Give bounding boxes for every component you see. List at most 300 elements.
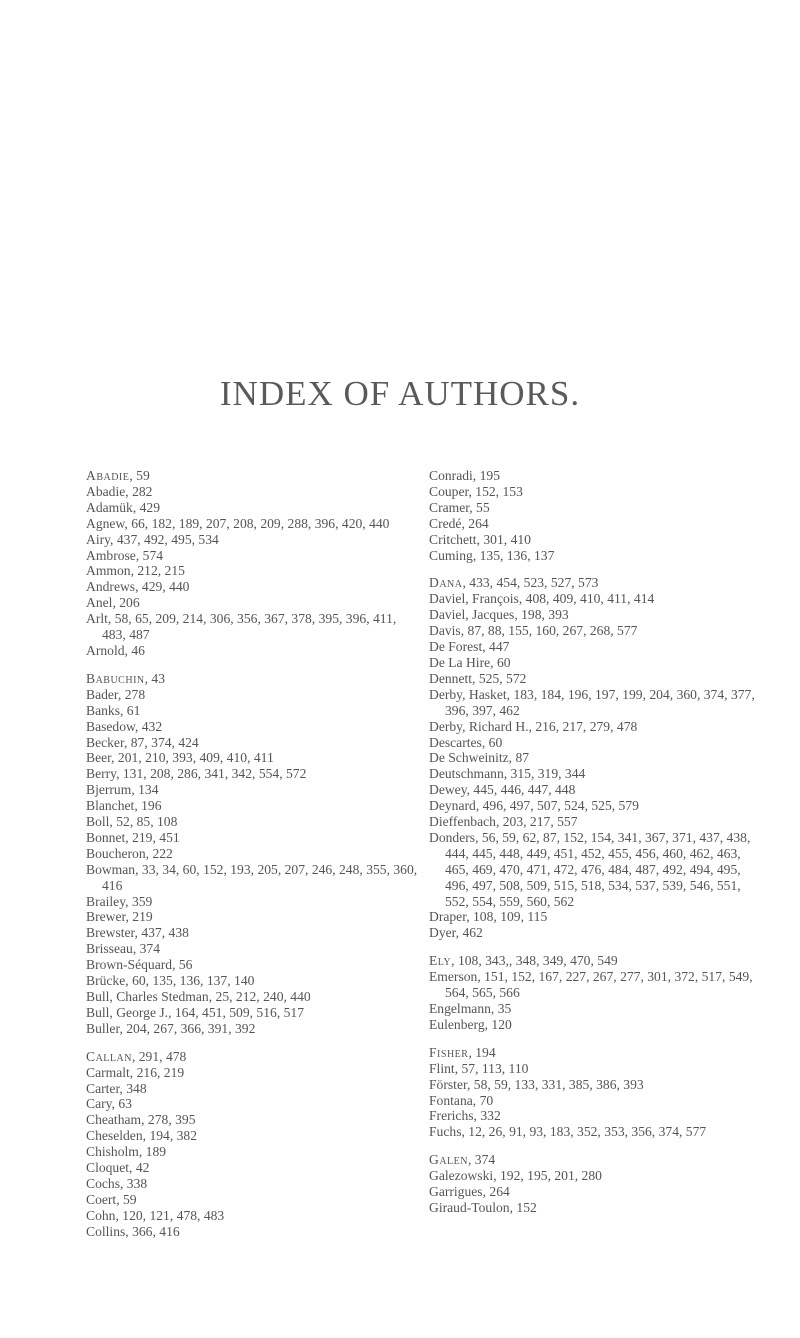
author-name: Becker: [86, 734, 124, 750]
author-name: Donders: [429, 829, 476, 845]
author-name: Galezowski: [429, 1168, 494, 1184]
index-group-d: [429, 575, 764, 941]
author-name: Cohn: [86, 1207, 116, 1223]
separator: ,: [495, 814, 503, 830]
page-numbers: 61: [126, 702, 141, 718]
page-numbers: 152: [516, 1199, 537, 1215]
separator: ,: [111, 1096, 119, 1112]
index-entry: [429, 1001, 764, 1017]
page-numbers: 574: [142, 547, 164, 563]
separator: ,: [468, 483, 476, 499]
author-name: Daviel, Jacques: [429, 607, 515, 623]
page-numbers: 374: [139, 941, 161, 957]
index-entry: [86, 687, 421, 703]
separator: ,: [130, 563, 138, 579]
author-name: Cary: [86, 1096, 112, 1112]
page-numbers: 301, 410: [483, 531, 531, 547]
index-entry: [86, 957, 421, 973]
author-name: Emerson: [429, 969, 478, 985]
page-numbers: 447: [489, 639, 510, 655]
separator: ,: [461, 1124, 469, 1140]
page-numbers: 278: [124, 686, 146, 702]
author-name: Cheatham: [86, 1112, 142, 1128]
author-name: Brailey: [86, 893, 126, 909]
author-name: Cuming: [429, 547, 473, 563]
separator: ,: [135, 579, 142, 595]
author-name: Derby, Richard H.: [429, 718, 529, 734]
index-entry: [429, 548, 764, 564]
index-entry: [86, 1224, 421, 1240]
index-entry: [86, 846, 421, 862]
page-numbers: 66, 182, 189, 207, 208, 209, 288, 396, 420, 440: [131, 515, 390, 531]
index-entry: [86, 1192, 421, 1208]
index-entry: [86, 925, 421, 941]
page-numbers: 46: [131, 642, 145, 658]
page-numbers: 408, 409, 410, 411, 414: [525, 591, 655, 607]
index-entry: [86, 643, 421, 659]
index-entry: [86, 500, 421, 516]
page-numbers: 203, 217, 557: [502, 814, 578, 830]
page-numbers: 496, 497, 507, 524, 525, 579: [482, 798, 639, 814]
author-name: Callan: [86, 1048, 132, 1064]
separator: ,: [135, 547, 143, 563]
author-name: Derby, Hasket: [429, 686, 507, 702]
separator: ,: [482, 1184, 490, 1200]
page-numbers: 12, 26, 91, 93, 183, 352, 353, 356, 374, 577: [468, 1124, 707, 1140]
separator: ,: [142, 1128, 150, 1144]
author-name: Dyer: [429, 925, 456, 941]
index-entry: [429, 814, 764, 830]
separator: ,: [472, 468, 480, 483]
separator: ,: [116, 1191, 123, 1207]
page-numbers: 348: [126, 1080, 147, 1096]
page-numbers: 58, 65, 209, 214, 306, 356, 367, 378, 395, 396, 411, 483, 487: [102, 611, 397, 643]
page-numbers: 134: [138, 782, 159, 798]
index-entry: [429, 639, 764, 655]
page-numbers: 87, 374, 424: [130, 734, 199, 750]
separator: ,: [490, 1001, 498, 1016]
index-group-e: [429, 953, 764, 1033]
author-name: Boucheron: [86, 845, 146, 861]
author-name: De La Hire: [429, 654, 491, 670]
index-entry: [429, 1152, 764, 1168]
author-name: Ambrose: [86, 547, 136, 563]
page-numbers: 359: [131, 893, 153, 909]
page-numbers: 429, 440: [141, 579, 190, 595]
index-entry: [86, 1021, 421, 1037]
index-entry: [86, 989, 421, 1005]
page-numbers: 35: [497, 1001, 512, 1016]
page-numbers: 135, 136, 137: [479, 547, 555, 563]
page-numbers: 60: [496, 654, 511, 670]
separator: ,: [528, 718, 536, 734]
author-name: Cramer: [429, 499, 470, 515]
separator: ,: [454, 1060, 462, 1076]
page-numbers: 338: [126, 1175, 148, 1191]
separator: ,: [123, 734, 131, 750]
page-numbers: 43: [151, 670, 166, 686]
separator: ,: [490, 654, 497, 670]
separator: ,: [134, 718, 142, 734]
index-entry: [86, 595, 421, 611]
separator: ,: [472, 1092, 480, 1108]
author-name: Engelmann: [429, 1001, 491, 1016]
separator: ,: [455, 925, 463, 941]
separator: ,: [466, 909, 473, 925]
separator: ,: [469, 499, 477, 515]
author-name: Beer: [86, 750, 112, 766]
page-numbers: 52, 85, 108: [116, 814, 178, 830]
author-name: Ely: [429, 953, 452, 969]
separator: ,: [466, 782, 474, 798]
page-numbers: 59: [136, 468, 150, 483]
author-name: Flint: [429, 1060, 455, 1076]
separator: ,: [129, 468, 137, 483]
index-entry: [429, 766, 764, 782]
author-name: Buller: [86, 1020, 120, 1036]
page-numbers: 33, 34, 60, 152, 193, 205, 207, 246, 248, 355, 360, 416: [102, 861, 418, 893]
page-numbers: 437, 438: [141, 925, 189, 941]
author-name: Fontana: [429, 1092, 473, 1108]
separator: ,: [119, 1020, 127, 1036]
index-entry: [429, 1124, 764, 1140]
page-numbers: 58, 59, 133, 331, 385, 386, 393: [473, 1076, 644, 1092]
separator: ,: [168, 1004, 175, 1020]
page-numbers: 264: [468, 515, 489, 531]
author-name: Bull, Charles Stedman: [86, 989, 209, 1004]
author-name: Babuchin: [86, 670, 145, 686]
author-name: Bull, George J.: [86, 1004, 169, 1020]
index-entry: [86, 548, 421, 564]
index-entry: [429, 671, 764, 687]
index-entry: [429, 925, 764, 941]
page-numbers: 192, 195, 201, 280: [499, 1168, 602, 1184]
author-name: Blanchet: [86, 798, 135, 814]
author-name: Fisher: [429, 1044, 469, 1060]
page-numbers: 108, 343,, 348, 349, 470, 549: [457, 953, 618, 969]
author-name: Giraud-Toulon: [429, 1199, 510, 1215]
index-entry: [429, 575, 764, 591]
page-numbers: 216, 219: [136, 1064, 185, 1080]
page-numbers: 56: [178, 957, 193, 973]
separator: ,: [468, 1044, 476, 1060]
index-entry: [86, 1144, 421, 1160]
index-entry: [429, 500, 764, 516]
separator: ,: [125, 1223, 133, 1239]
page-numbers: 59: [123, 1191, 137, 1207]
author-name: Airy: [86, 531, 111, 547]
author-name: Deynard: [429, 798, 476, 814]
separator: ,: [482, 639, 490, 655]
page-numbers: 264: [489, 1184, 510, 1200]
page-numbers: 432: [141, 718, 163, 734]
author-name: Deutschmann: [429, 766, 504, 782]
author-name: Cochs: [86, 1175, 120, 1191]
index-entry: [86, 579, 421, 595]
page-numbers: 60: [488, 734, 503, 750]
author-name: Andrews: [86, 579, 136, 595]
index-entry: [86, 719, 421, 735]
index-entry: [429, 1108, 764, 1124]
index-entry: [429, 953, 764, 969]
separator: ,: [466, 1076, 474, 1092]
index-entry: [86, 1128, 421, 1144]
separator: ,: [119, 1175, 127, 1191]
author-name: Brücke: [86, 973, 126, 989]
author-name: Basedow: [86, 718, 135, 734]
separator: ,: [135, 861, 142, 877]
separator: ,: [461, 515, 469, 531]
page-numbers: 445, 446, 447, 448: [473, 782, 576, 798]
separator: ,: [462, 575, 470, 591]
page-numbers: 212, 215: [137, 563, 185, 579]
page-numbers: 374: [474, 1152, 496, 1168]
page-numbers: 87, 88, 155, 160, 267, 268, 577: [467, 623, 638, 639]
page-numbers: 194, 382: [149, 1128, 198, 1144]
index-entry: [429, 607, 764, 623]
index-entry: [429, 909, 764, 925]
index-entry: [86, 909, 421, 925]
page-numbers: 120: [491, 1016, 512, 1032]
index-group-f: [429, 1045, 764, 1140]
page-numbers: 194: [475, 1044, 496, 1060]
separator: ,: [172, 957, 179, 973]
page-numbers: 60, 135, 136, 137, 140: [132, 973, 255, 989]
separator: ,: [451, 953, 458, 969]
author-name: Galen: [429, 1152, 468, 1168]
author-name: Abadie: [86, 483, 126, 499]
index-group-c: [86, 1049, 421, 1240]
separator: ,: [112, 595, 120, 611]
author-name: Coert: [86, 1191, 117, 1207]
page-numbers: 195: [479, 468, 500, 483]
author-name: Bowman: [86, 861, 136, 877]
page-numbers: 189: [145, 1144, 167, 1160]
index-entry: [429, 1168, 764, 1184]
page-numbers: 462: [462, 925, 483, 941]
author-name: Cloquet: [86, 1160, 130, 1176]
author-name: Arnold: [86, 642, 125, 658]
separator: ,: [473, 1108, 481, 1124]
page-numbers: 315, 319, 344: [510, 766, 586, 782]
index-entry: [429, 719, 764, 735]
separator: ,: [508, 750, 516, 766]
index-entry: [86, 1208, 421, 1224]
index-entry: [86, 814, 421, 830]
separator: ,: [110, 531, 117, 547]
page-numbers: 525, 572: [478, 670, 527, 686]
index-entry: [429, 782, 764, 798]
index-column-left: [86, 468, 421, 1252]
index-entry: [86, 1176, 421, 1192]
separator: ,: [124, 642, 132, 658]
page-numbers: 196: [141, 798, 162, 814]
separator: ,: [134, 798, 142, 814]
index-entry: [429, 1061, 764, 1077]
index-entry: [86, 973, 421, 989]
separator: ,: [503, 766, 511, 782]
author-name: Carmalt: [86, 1064, 130, 1080]
index-entry: [429, 1184, 764, 1200]
separator: ,: [115, 1207, 123, 1223]
separator: ,: [111, 750, 118, 766]
separator: ,: [476, 531, 484, 547]
index-group-c: [429, 468, 764, 563]
author-name: Ammon: [86, 563, 131, 579]
index-entry: [429, 1017, 764, 1033]
index-entry: [429, 532, 764, 548]
index-entry: [429, 484, 764, 500]
index-entry: [429, 750, 764, 766]
separator: ,: [138, 1144, 146, 1160]
separator: ,: [117, 686, 125, 702]
index-entry: [429, 655, 764, 671]
author-name: Bjerrum: [86, 782, 132, 798]
author-name: Cheselden: [86, 1128, 143, 1144]
author-name: Daviel, François: [429, 591, 519, 607]
index-entry: [429, 591, 764, 607]
separator: ,: [107, 611, 115, 627]
author-name: Brewer: [86, 909, 126, 925]
page-numbers: 25, 212, 240, 440: [215, 989, 311, 1004]
page-numbers: 55: [476, 499, 490, 515]
author-name: Frerichs: [429, 1108, 474, 1124]
page-numbers: 201, 210, 393, 409, 410, 411: [117, 750, 274, 766]
index-group-g: [429, 1152, 764, 1216]
page-numbers: 222: [152, 845, 173, 861]
separator: ,: [125, 909, 133, 925]
author-name: Descartes: [429, 734, 482, 750]
separator: ,: [132, 941, 140, 957]
page-numbers: 204, 267, 366, 391, 392: [126, 1020, 256, 1036]
index-entry: [86, 468, 421, 484]
separator: ,: [144, 670, 152, 686]
separator: ,: [472, 670, 479, 686]
page-numbers: 42: [135, 1160, 150, 1176]
index-entry: [86, 532, 421, 548]
index-entry: [86, 782, 421, 798]
index-entry: [429, 468, 764, 484]
page-numbers: 87: [515, 750, 530, 766]
author-name: Förster: [429, 1076, 467, 1092]
index-entry: [86, 735, 421, 751]
author-name: Dana: [429, 575, 463, 591]
separator: ,: [493, 1168, 500, 1184]
separator: ,: [125, 973, 133, 989]
index-entry: [86, 671, 421, 687]
index-entry: [86, 1081, 421, 1097]
index-entry: [429, 830, 764, 910]
index-entry: [86, 830, 421, 846]
author-name: Couper: [429, 483, 469, 499]
author-name: Credé: [429, 515, 462, 531]
index-entry: [86, 703, 421, 719]
index-entry: [86, 1005, 421, 1021]
page-numbers: 70: [479, 1092, 494, 1108]
index-entry: [86, 1049, 421, 1065]
separator: ,: [125, 829, 133, 845]
author-name: Brewster: [86, 925, 135, 941]
author-name: Critchett: [429, 531, 477, 547]
index-entry: [86, 862, 421, 894]
page-numbers: 206: [119, 595, 140, 611]
page-numbers: 198, 393: [521, 607, 569, 623]
index-entry: [86, 1160, 421, 1176]
page-numbers: 151, 152, 167, 227, 267, 277, 301, 372, 517, 549, 564, 565, 566: [445, 969, 753, 1001]
author-name: Bonnet: [86, 829, 126, 845]
page-numbers: 57, 113, 110: [461, 1060, 529, 1076]
separator: ,: [119, 1080, 127, 1096]
separator: ,: [124, 515, 132, 531]
index-group-b: [86, 671, 421, 1037]
separator: ,: [509, 1199, 517, 1215]
index-entry: [429, 1077, 764, 1093]
separator: ,: [125, 893, 132, 909]
author-name: Boll: [86, 814, 110, 830]
page-numbers: 108, 109, 115: [473, 909, 548, 925]
author-name: Adamük: [86, 499, 133, 515]
separator: ,: [518, 591, 526, 607]
separator: ,: [109, 814, 117, 830]
index-entry: [86, 941, 421, 957]
page-numbers: 56, 59, 62, 87, 152, 154, 341, 367, 371, 437, 438, 444, 445, 448, 449, 451, 452, 455, 456, 460, 462, 463, 465, 469, 470, 471, 472, 476, 484, 487, 492, 494, 495, 496, 497, 508, 509, 515, 518, 534, 537, 539, 546, 551, 552, 554, 559, 560, 562: [445, 829, 751, 909]
separator: ,: [472, 547, 480, 563]
page-numbers: 429: [139, 499, 161, 515]
page-numbers: 219, 451: [132, 829, 180, 845]
author-name: Berry: [86, 766, 117, 782]
author-name: Fuchs: [429, 1124, 462, 1140]
author-name: Brown-Séquard: [86, 957, 173, 973]
index-entry: [86, 1065, 421, 1081]
page-numbers: 120, 121, 478, 483: [122, 1207, 225, 1223]
index-entry: [86, 516, 421, 532]
separator: ,: [145, 845, 153, 861]
author-name: Banks: [86, 702, 120, 718]
separator: ,: [506, 686, 514, 702]
author-name: De Forest: [429, 639, 483, 655]
separator: ,: [119, 702, 127, 718]
separator: ,: [141, 1112, 148, 1128]
index-entry: [86, 563, 421, 579]
separator: ,: [134, 925, 142, 941]
index-group-a: [86, 468, 421, 659]
author-name: Dewey: [429, 782, 467, 798]
page-numbers: 183, 184, 196, 197, 199, 204, 360, 374, 377, 396, 397, 462: [445, 686, 755, 718]
page-numbers: 164, 451, 509, 516, 517: [174, 1004, 304, 1020]
separator: ,: [514, 607, 522, 623]
author-name: Agnew: [86, 515, 125, 531]
page-numbers: 282: [132, 483, 153, 499]
page-numbers: 216, 217, 279, 478: [535, 718, 638, 734]
author-name: Bader: [86, 686, 118, 702]
index-entry: [429, 1093, 764, 1109]
author-name: Draper: [429, 909, 467, 925]
author-name: Garrigues: [429, 1184, 483, 1200]
index-entry: [86, 1096, 421, 1112]
index-entry: [86, 894, 421, 910]
page-numbers: 332: [480, 1108, 501, 1124]
index-entry: [86, 750, 421, 766]
index-column-right: [429, 468, 764, 1228]
index-entry: [86, 798, 421, 814]
separator: ,: [460, 623, 468, 639]
index-entry: [429, 516, 764, 532]
author-name: Conradi: [429, 468, 473, 483]
author-name: Chisholm: [86, 1144, 139, 1160]
separator: ,: [481, 734, 489, 750]
author-name: Eulenberg: [429, 1016, 485, 1032]
separator: ,: [116, 766, 123, 782]
